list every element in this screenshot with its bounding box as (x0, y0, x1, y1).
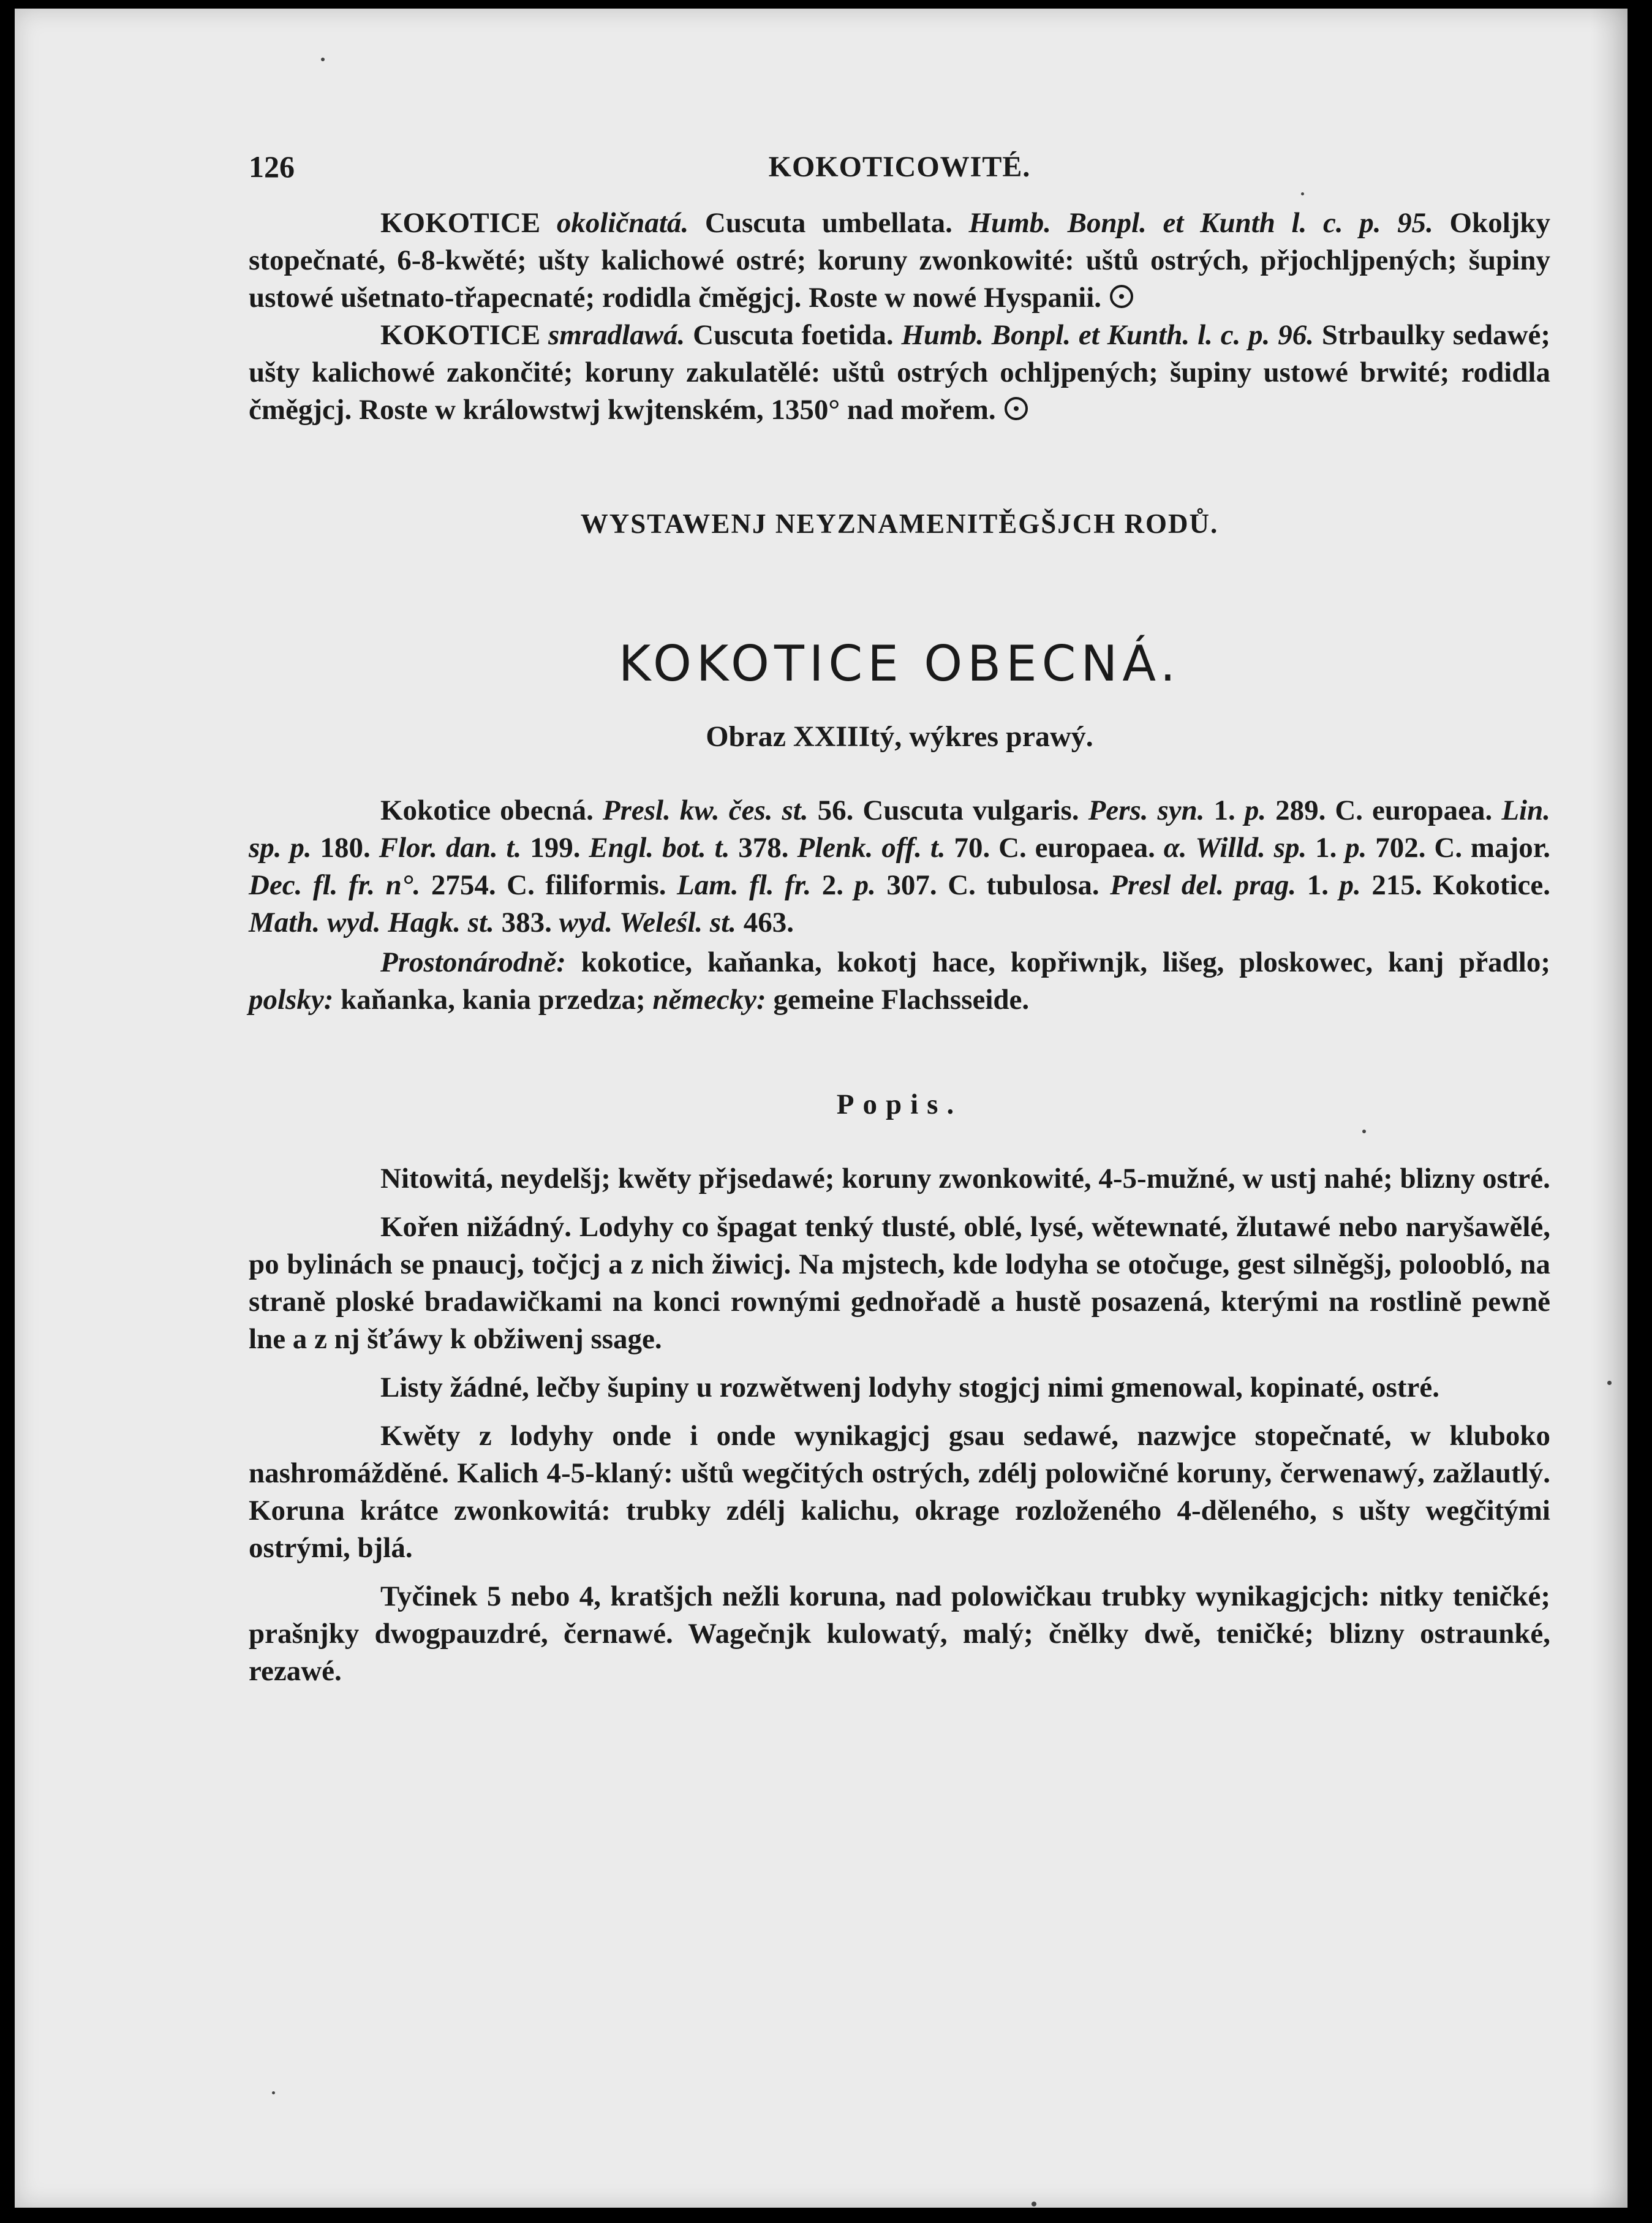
text-run: 1. (1307, 832, 1346, 864)
dust-speck (321, 58, 325, 61)
text-run: 180. (311, 832, 379, 864)
species-genus: KOKOTICE (380, 319, 541, 351)
text-run: kokotice, kaňanka, kokotj hace, kopřiwnjk, lišeg, ploskowec, kanj přadlo; (565, 946, 1550, 978)
species-citation: Humb. Bonpl. et Kunth. l. c. p. 96. (901, 319, 1314, 351)
page-content (249, 131, 1550, 1690)
italic-run: p. (1345, 832, 1367, 864)
plate-subtitle: Obraz XXIIItý, wýkres prawý. (706, 720, 1093, 753)
text-run: 1. (1296, 869, 1340, 901)
section-heading: WYSTAWENJ NEYZNAMENITĚGŠJCH RODŮ. (580, 508, 1219, 539)
text-run: 702. C. major. (1367, 832, 1551, 864)
text-run: kaňanka, kania przedza; (333, 984, 653, 1016)
synonymy-paragraph (249, 792, 1550, 942)
italic-run: Flor. dan. t. (379, 832, 522, 864)
text-run: gemeine Flachsseide. (766, 984, 1030, 1016)
species-entry-foetida (249, 317, 1550, 429)
italic-run: Engl. bot. t. (589, 832, 730, 864)
description-heading: Popis. (836, 1089, 963, 1120)
description-paragraph: Kořen nižádný. Lodyhy co špagat tenký tlusté, oblé, lysé, wětewnaté, žlutawé nebo naryšawělé, po bylinách se pnaucj, točjcj a z nich žiwicj. Na mjstech, kde lodyha se otočuge, gest silněgšj, poloobló, na straně ploské bradawičkami na konci rownými gednořadě a hustě posazená, kterými na rostlině pewně lne a z nj šťáwy k obžiwenj ssage. (249, 1211, 1550, 1355)
italic-run: Lin. sp. p. (249, 794, 1550, 864)
text-run: 1. (1204, 794, 1245, 826)
species-latin: Cuscuta umbellata. (704, 207, 952, 239)
species-epithet: okoličnatá. (556, 207, 689, 239)
dust-speck (272, 2091, 275, 2094)
italic-run: p. (854, 869, 876, 901)
italic-run: Plenk. off. t. (797, 832, 946, 864)
species-description: Okoljky stopečnaté, 6-8-kwěté; ušty kalichowé ostré; koruny zwonkowité: uštů ostrých, přjochljpených; šupiny ustowé ušetnato-třapecnaté; rodidla čměgjcj. Roste w nowé Hyspanii. (249, 207, 1551, 314)
book-page (15, 9, 1627, 2208)
italic-run: wyd. Weleśl. st. (559, 907, 736, 938)
description-paragraph: Kwěty z lodyhy onde i onde wynikagjcj gsau sedawé, nazwjce stopečnaté, w kluboko nashromážděné. Kalich 4-5-klaný: uštů wegčitých ostrých, zdélj polowičné koruny, čerwenawý, zažlautlý. Koruna krátce zwonkowitá: trubky zdélj kalichu, okrage rozloženého 4-děleného, s ušty wegčitými ostrými, bjlá. (249, 1420, 1550, 1564)
dust-speck (1607, 1381, 1612, 1385)
species-description: Strbaulky sedawé; ušty kalichowé zakončité; koruny zakulatělé: uštů ostrých ochljpených; šupiny ustowé brwité; rodidla čměgjcj. Roste w králowstwj kwjtenském, 1350° nad mořem. (249, 319, 1551, 426)
species-latin: Cuscuta foetida. (693, 319, 894, 351)
italic-run: α. Willd. sp. (1163, 832, 1307, 864)
species-epithet: smradlawá. (548, 319, 685, 351)
description-paragraph: Nitowitá, neydelšj; kwěty přjsedawé; koruny zwonkowité, 4-5-mužné, w ustj nahé; blizny ostré. (380, 1163, 1550, 1195)
italic-run: Prostonárodně: (380, 946, 566, 978)
species-entry-umbellata (249, 205, 1550, 317)
italic-run: Presl. kw. čes. st. (602, 794, 809, 826)
main-title: KOKOTICE OBECNÁ. (618, 635, 1181, 692)
text-run: 2. (811, 869, 854, 901)
dust-speck (1032, 2202, 1036, 2206)
text-run: 383. (494, 907, 559, 938)
text-run: 307. C. tubulosa. (875, 869, 1111, 901)
description-paragraph: Listy žádné, lečby šupiny u rozwětwenj lodyhy stogjcj nimi gmenowal, kopinaté, ostré. (380, 1372, 1439, 1403)
annual-symbol-icon (1110, 285, 1133, 308)
italic-run: p. (1244, 794, 1267, 826)
species-genus: KOKOTICE (380, 207, 541, 239)
italic-run: Math. wyd. Hagk. st. (249, 907, 494, 938)
page-number: 126 (249, 149, 295, 184)
page-spine-shadow (1591, 9, 1627, 2208)
page-header (249, 131, 1550, 186)
text-run: 56. Cuscuta vulgaris. (808, 794, 1088, 826)
annual-symbol-icon (1005, 397, 1028, 420)
text-run: 463. (736, 907, 794, 938)
italic-run: Dec. fl. fr. n°. (249, 869, 421, 901)
text-run: 2754. C. filiformis. (420, 869, 677, 901)
italic-run: polsky: (249, 984, 334, 1016)
italic-run: p. (1339, 869, 1361, 901)
italic-run: Presl del. prag. (1110, 869, 1297, 901)
species-citation: Humb. Bonpl. et Kunth l. c. p. 95. (968, 207, 1433, 239)
running-title: KOKOTICOWITÉ. (768, 151, 1031, 183)
italic-run: Lam. fl. fr. (677, 869, 812, 901)
text-run: 199. (521, 832, 589, 864)
text-run: Kokotice obecná. (380, 794, 603, 826)
text-run: 289. C. europaea. (1266, 794, 1502, 826)
italic-run: Pers. syn. (1088, 794, 1205, 826)
text-run: 215. Kokotice. (1360, 869, 1551, 901)
description-paragraph: Tyčinek 5 nebo 4, kratšjch nežli koruna, nad polowičkau trubky wynikagjcjch: nitky teničké; prašnjky dwogpauzdré, černawé. Wagečnjk kulowatý, malý; čnělky dwě, teničké; blizny ostraunké, rezawé. (249, 1580, 1550, 1687)
text-run: 70. C. europaea. (945, 832, 1164, 864)
italic-run: německy: (652, 984, 766, 1016)
text-run: 378. (730, 832, 798, 864)
vernacular-names-paragraph (249, 944, 1550, 1019)
